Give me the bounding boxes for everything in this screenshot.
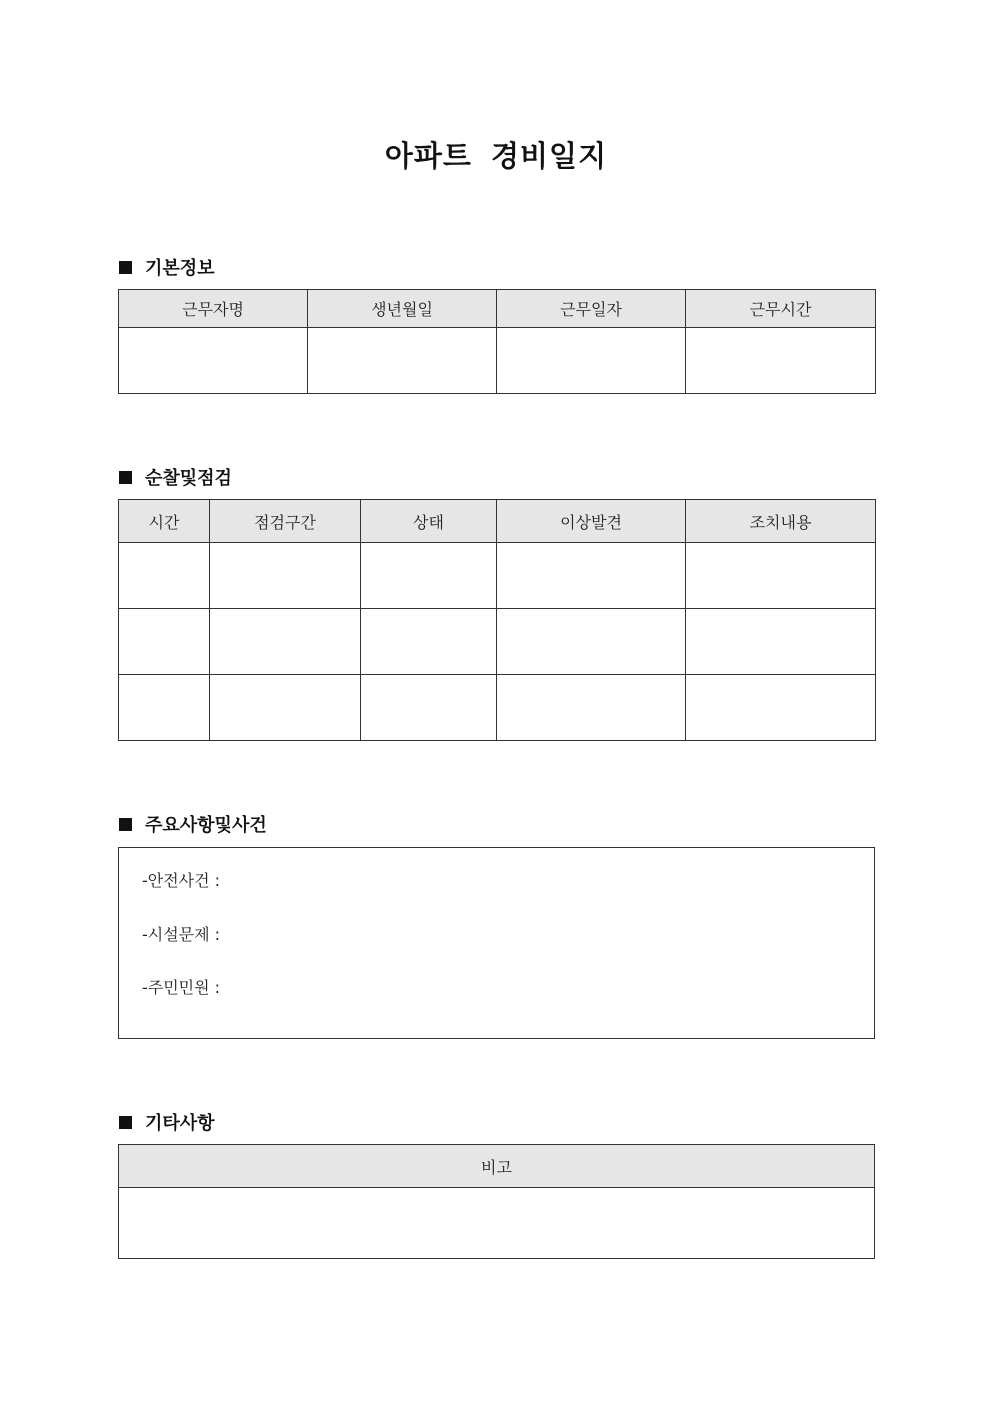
input-cell[interactable] <box>497 609 686 675</box>
safety-incident-label: -안전사건 : <box>142 871 221 890</box>
section-heading-basic-info <box>119 254 215 280</box>
document-title: 아파트 경비일지 <box>384 139 608 173</box>
section-heading-other <box>119 1109 215 1135</box>
table-row <box>119 543 876 609</box>
patrol-table <box>118 499 876 741</box>
header-status: 상태 <box>361 500 497 543</box>
input-cell[interactable] <box>119 543 210 609</box>
resident-complaint-label: -주민민원 : <box>142 978 221 997</box>
input-cell-birth-date[interactable] <box>308 328 497 394</box>
bullet-square-icon <box>119 818 132 831</box>
header-time: 시간 <box>119 500 210 543</box>
input-cell[interactable] <box>210 675 361 741</box>
section-heading-patrol <box>119 464 232 490</box>
section-heading-label: 주요사항및사건 <box>145 815 267 836</box>
input-cell-remarks[interactable] <box>119 1188 875 1259</box>
header-inspection-area: 점검구간 <box>210 500 361 543</box>
input-cell-worker-name[interactable] <box>119 328 308 394</box>
input-cell[interactable] <box>497 543 686 609</box>
section-heading-label: 기타사항 <box>145 1113 215 1134</box>
incidents-notes-box[interactable] <box>118 847 875 1039</box>
header-work-date: 근무일자 <box>497 290 686 328</box>
basic-info-table <box>118 289 876 394</box>
header-anomaly-found: 이상발견 <box>497 500 686 543</box>
input-cell[interactable] <box>361 675 497 741</box>
header-remarks: 비고 <box>119 1145 875 1188</box>
input-cell[interactable] <box>119 609 210 675</box>
input-cell[interactable] <box>497 675 686 741</box>
input-cell-work-date[interactable] <box>497 328 686 394</box>
header-work-time: 근무시간 <box>686 290 876 328</box>
header-action-taken: 조치내용 <box>686 500 876 543</box>
table-header-row <box>119 1145 875 1188</box>
section-heading-incidents <box>119 811 267 837</box>
section-heading-label: 순찰및점검 <box>145 468 232 489</box>
input-cell[interactable] <box>361 543 497 609</box>
facility-issue-label: -시설문제 : <box>142 925 221 944</box>
input-cell[interactable] <box>210 543 361 609</box>
bullet-square-icon <box>119 1116 132 1129</box>
table-row <box>119 675 876 741</box>
table-row <box>119 1188 875 1259</box>
input-cell[interactable] <box>686 543 876 609</box>
table-header-row <box>119 290 876 328</box>
input-cell[interactable] <box>119 675 210 741</box>
bullet-square-icon <box>119 261 132 274</box>
input-cell[interactable] <box>210 609 361 675</box>
table-row <box>119 328 876 394</box>
remarks-table <box>118 1144 875 1259</box>
bullet-square-icon <box>119 471 132 484</box>
section-heading-label: 기본정보 <box>145 258 215 279</box>
input-cell[interactable] <box>361 609 497 675</box>
table-row <box>119 609 876 675</box>
input-cell[interactable] <box>686 609 876 675</box>
input-cell-work-time[interactable] <box>686 328 876 394</box>
input-cell[interactable] <box>686 675 876 741</box>
header-birth-date: 생년월일 <box>308 290 497 328</box>
table-header-row <box>119 500 876 543</box>
header-worker-name: 근무자명 <box>119 290 308 328</box>
